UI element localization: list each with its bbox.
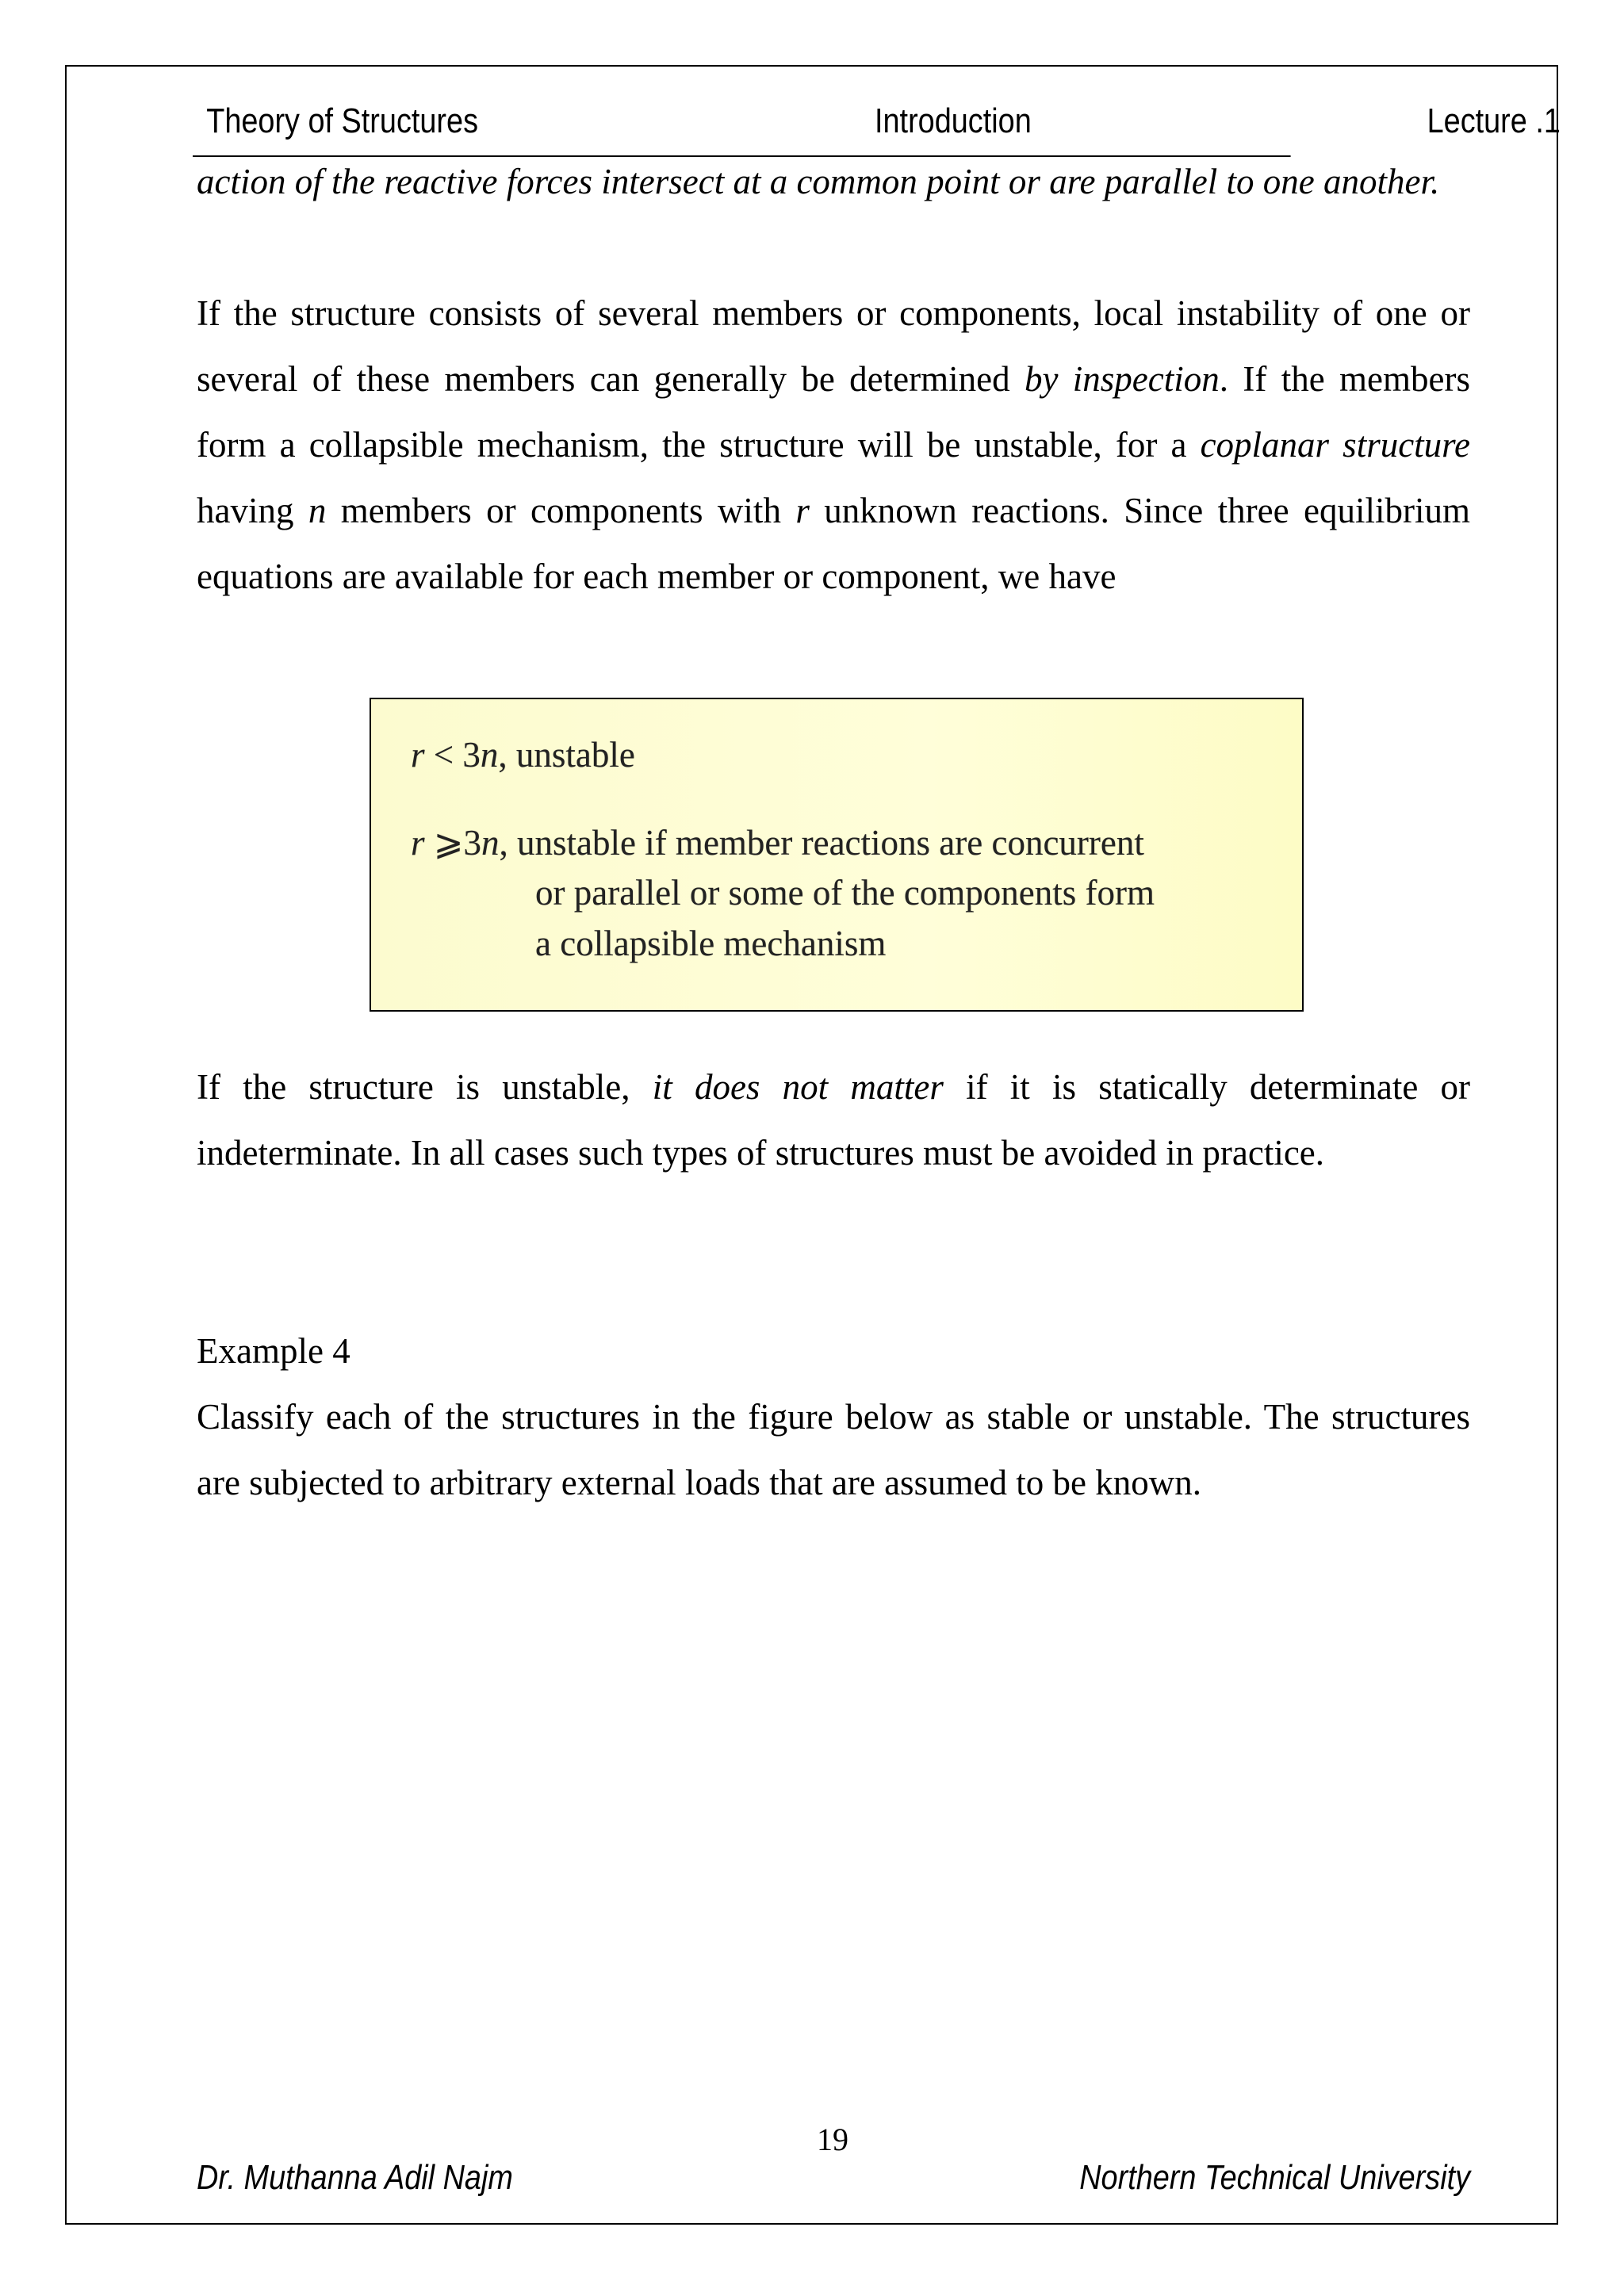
footer-author: Dr. Muthanna Adil Najm: [197, 2158, 513, 2197]
page-number: 19: [817, 2122, 848, 2157]
running-header: [193, 94, 1561, 157]
running-footer: [197, 2158, 1470, 2206]
criterion-unstable: r < 3n, unstable: [411, 735, 635, 775]
criterion-conditional: r ⩾3n, unstable if member reactions are concurrent: [411, 823, 1144, 863]
paragraph-continuation: action of the reactive forces intersect at a common point or are parallel to one another.: [197, 162, 1440, 201]
footer-institution: Northern Technical University: [1079, 2158, 1470, 2197]
header-section-title: Introduction: [875, 101, 1032, 140]
stability-criteria-box: [370, 698, 1304, 1012]
example-text: Classify each of the structures in the figure below as stable or unstable. The structures are subjected to arbitrary external loads that are assumed to be known.: [197, 1397, 1470, 1502]
header-lecture-number: Lecture .1: [1427, 101, 1561, 140]
header-course-title: Theory of Structures: [206, 101, 479, 140]
paragraph-instability: If the structure consists of several members or components, local instability of one or several of these members can generally be determined by inspection. If the members form a collapsible mechanism, the structure will be unstable, for a coplanar structure having n members or components with r unknown reactions. Since three equilibrium equations are available for each member or component, we have: [197, 293, 1470, 596]
criterion-conditional-line2: or parallel or some of the components form: [535, 873, 1155, 913]
example-title: Example 4: [197, 1331, 350, 1371]
criterion-conditional-line3: a collapsible mechanism: [535, 924, 887, 963]
paragraph-unstable-note: If the structure is unstable, it does not matter if it is statically determinate or indeterminate. In all cases such types of structures must be avoided in practice.: [197, 1067, 1471, 1173]
